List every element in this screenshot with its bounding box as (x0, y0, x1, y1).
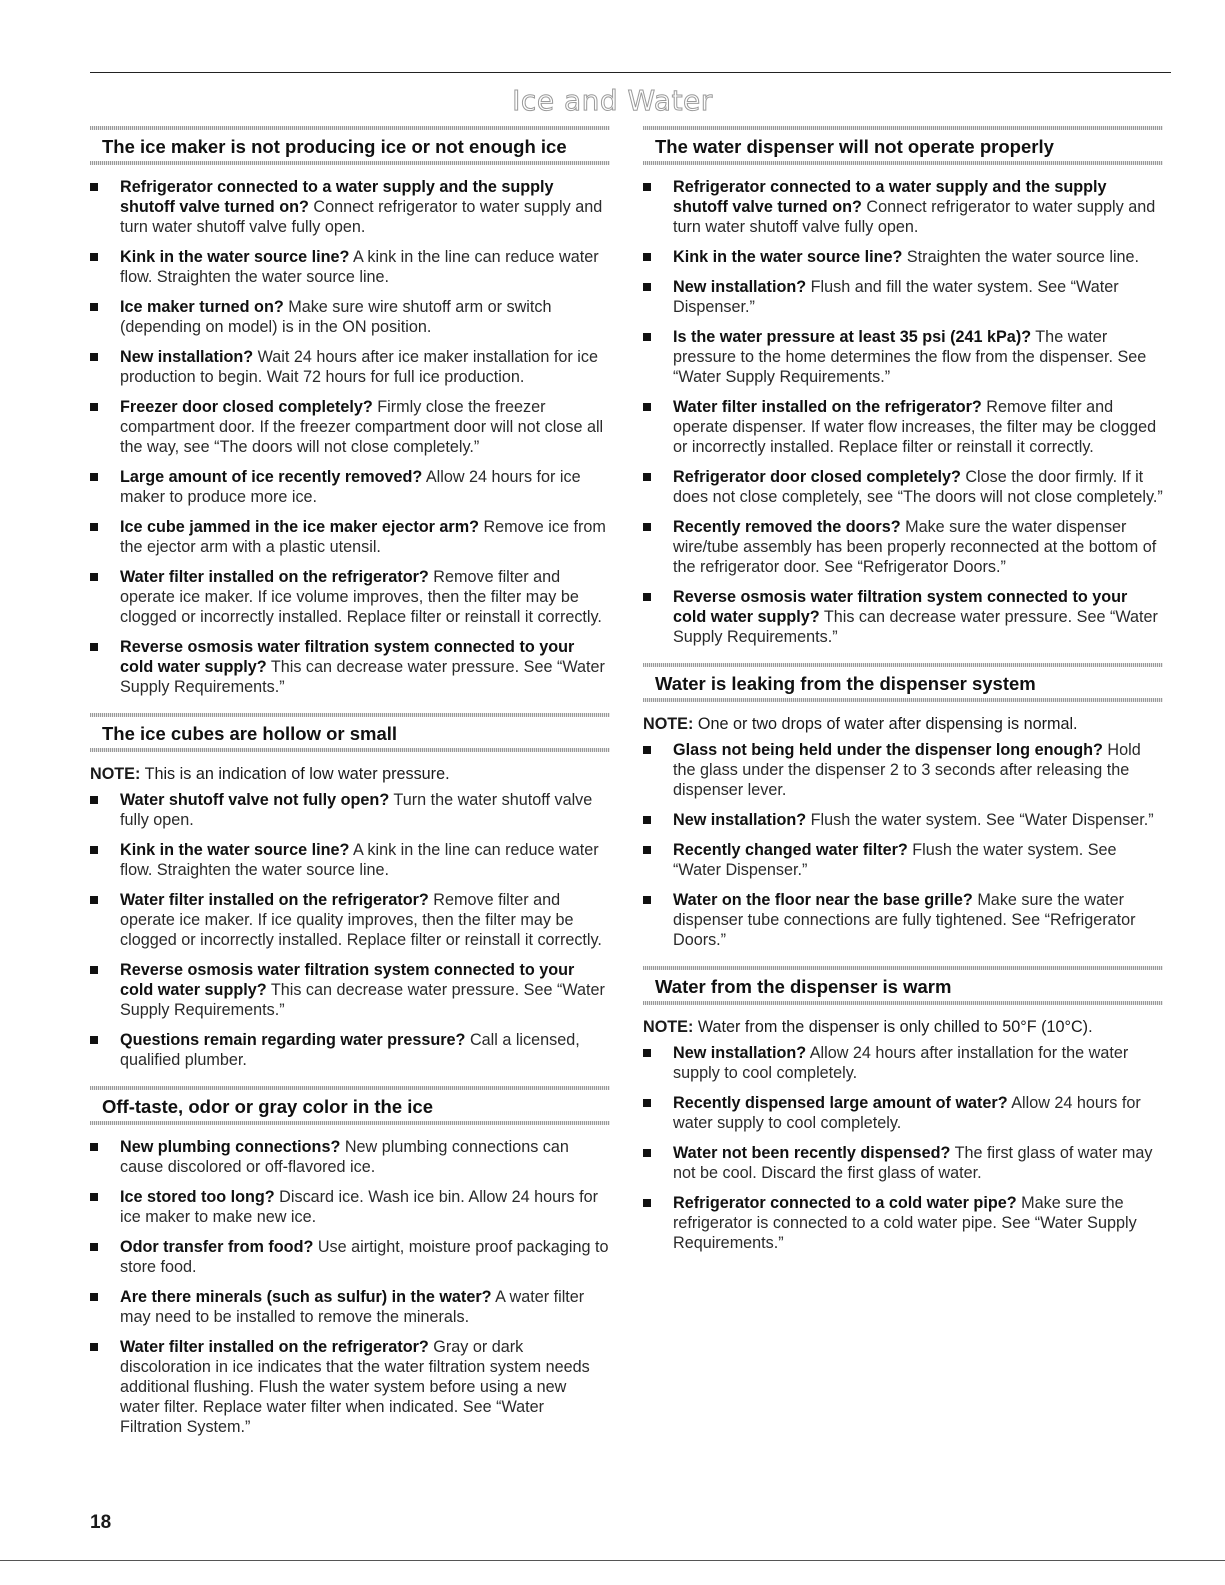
list-item (90, 890, 610, 950)
item-answer: Remove ice from the ejector arm with a plastic utensil. (120, 518, 606, 556)
square-bullet-icon (90, 1343, 98, 1351)
item-question: Odor transfer from food? (120, 1238, 314, 1256)
square-bullet-icon (643, 816, 651, 824)
list-item (90, 840, 610, 880)
square-bullet-icon (90, 573, 98, 581)
troubleshooting-list (90, 177, 610, 697)
troubleshooting-list (90, 1137, 610, 1437)
list-item (643, 587, 1163, 647)
list-item (643, 277, 1163, 317)
section-title: Off-taste, odor or gray color in the ice (102, 1096, 433, 1117)
square-bullet-icon (90, 1243, 98, 1251)
section-header (90, 1086, 610, 1125)
square-bullet-icon (643, 473, 651, 481)
note-label: NOTE: (643, 1018, 694, 1036)
item-answer: Remove filter and operate ice maker. If ice volume improves, then the filter may be clogged or incorrectly installed. Replace filter or reinstall it correctly. (120, 568, 602, 626)
note-label: NOTE: (90, 765, 141, 783)
square-bullet-icon (643, 523, 651, 531)
item-question: Are there minerals (such as sulfur) in the water? (120, 1288, 492, 1306)
item-question: Recently dispensed large amount of water? (673, 1094, 1008, 1112)
list-item (90, 1030, 610, 1070)
square-bullet-icon (643, 593, 651, 601)
item-answer: Flush and fill the water system. See “Water Dispenser.” (673, 278, 1119, 316)
list-item (643, 740, 1163, 800)
item-answer: A kink in the line can reduce water flow. Straighten the water source line. (120, 248, 599, 286)
list-item (643, 1143, 1163, 1183)
item-question: Water filter installed on the refrigerator? (120, 891, 429, 909)
item-answer: The first glass of water may not be cool. Discard the first glass of water. (673, 1144, 1153, 1182)
item-answer: Make sure wire shutoff arm or switch (depending on model) is in the ON position. (120, 298, 552, 336)
list-item (643, 177, 1163, 237)
troubleshooting-list (90, 790, 610, 1070)
item-answer: Gray or dark discoloration in ice indicates that the water filtration system needs additional flushing. Flush the water system before using a new water filter. Replace water filter when indicated. See “Water Filtration System.” (120, 1338, 590, 1436)
list-item (90, 1337, 610, 1437)
list-item (90, 567, 610, 627)
right-column (643, 126, 1163, 1269)
item-question: Ice maker turned on? (120, 298, 284, 316)
square-bullet-icon (643, 333, 651, 341)
list-item (90, 467, 610, 507)
troubleshooting-list (643, 177, 1163, 647)
square-bullet-icon (90, 303, 98, 311)
list-item (90, 960, 610, 1020)
square-bullet-icon (643, 253, 651, 261)
section-title: The water dispenser will not operate properly (655, 136, 1054, 157)
list-item (643, 1043, 1163, 1083)
note-label: NOTE: (643, 715, 694, 733)
section-header (643, 966, 1163, 1005)
item-answer: Remove filter and operate dispenser. If water flow increases, the filter may be clogged or incorrectly installed. Replace filter or reinstall it correctly. (673, 398, 1157, 456)
section-note (90, 764, 610, 784)
item-answer: Connect refrigerator to water supply and turn water shutoff valve fully open. (120, 198, 603, 236)
item-answer: New plumbing connections can cause discolored or off-flavored ice. (120, 1138, 569, 1176)
item-answer: Make sure the refrigerator is connected to a cold water pipe. See “Water Supply Requirements.” (673, 1194, 1137, 1252)
square-bullet-icon (643, 1199, 651, 1207)
square-bullet-icon (90, 253, 98, 261)
item-answer: Call a licensed, qualified plumber. (120, 1031, 580, 1069)
list-item (643, 1093, 1163, 1133)
item-question: Ice cube jammed in the ice maker ejector arm? (120, 518, 479, 536)
item-answer: Allow 24 hours after installation for the water supply to cool completely. (673, 1044, 1129, 1082)
item-question: New plumbing connections? (120, 1138, 341, 1156)
square-bullet-icon (90, 966, 98, 974)
list-item (90, 397, 610, 457)
square-bullet-icon (90, 643, 98, 651)
square-bullet-icon (90, 1143, 98, 1151)
troubleshooting-list (643, 740, 1163, 950)
item-answer: Flush the water system. See “Water Dispenser.” (806, 811, 1154, 829)
list-item (90, 247, 610, 287)
list-item (643, 810, 1163, 830)
square-bullet-icon (643, 746, 651, 754)
square-bullet-icon (643, 846, 651, 854)
item-question: Refrigerator door closed completely? (673, 468, 961, 486)
square-bullet-icon (90, 523, 98, 531)
list-item (90, 1187, 610, 1227)
item-question: Glass not being held under the dispenser long enough? (673, 741, 1103, 759)
item-answer: Firmly close the freezer compartment door. If the freezer compartment door will not close all the way, see “The doors will not close completely.” (120, 398, 604, 456)
square-bullet-icon (643, 1149, 651, 1157)
list-item (90, 1287, 610, 1327)
item-answer: Hold the glass under the dispenser 2 to 3 seconds after releasing the dispenser lever. (673, 741, 1141, 799)
item-answer: Flush the water system. See “Water Dispenser.” (673, 841, 1117, 879)
list-item (90, 297, 610, 337)
list-item (643, 397, 1163, 457)
section-header (643, 126, 1163, 165)
section-header (643, 663, 1163, 702)
section-header (90, 126, 610, 165)
square-bullet-icon (90, 1193, 98, 1201)
square-bullet-icon (643, 1099, 651, 1107)
square-bullet-icon (90, 846, 98, 854)
top-rule (90, 72, 1171, 73)
left-column (90, 126, 610, 1453)
item-question: Questions remain regarding water pressure? (120, 1031, 466, 1049)
item-question: Kink in the water source line? (673, 248, 903, 266)
item-question: Is the water pressure at least 35 psi (241 kPa)? (673, 328, 1032, 346)
item-answer: A water filter may need to be installed to remove the minerals. (120, 1288, 585, 1326)
square-bullet-icon (90, 796, 98, 804)
item-answer: Straighten the water source line. (902, 248, 1140, 266)
list-item (643, 1193, 1163, 1253)
list-item (643, 327, 1163, 387)
bottom-rule (0, 1560, 1225, 1561)
troubleshooting-section (90, 126, 610, 697)
item-question: New installation? (673, 1044, 807, 1062)
item-answer: Use airtight, moisture proof packaging to store food. (120, 1238, 609, 1276)
item-question: Recently changed water filter? (673, 841, 908, 859)
note-text: This is an indication of low water pressure. (140, 765, 450, 783)
item-question: Recently removed the doors? (673, 518, 901, 536)
list-item (90, 347, 610, 387)
item-question: Water filter installed on the refrigerator? (673, 398, 982, 416)
item-question: Freezer door closed completely? (120, 398, 373, 416)
item-answer: The water pressure to the home determines the flow from the dispenser. See “Water Supply Requirements.” (673, 328, 1147, 386)
section-note (643, 1017, 1163, 1037)
item-question: Water shutoff valve not fully open? (120, 791, 390, 809)
square-bullet-icon (90, 183, 98, 191)
item-answer: This can decrease water pressure. See “Water Supply Requirements.” (120, 658, 605, 696)
square-bullet-icon (90, 896, 98, 904)
item-question: Reverse osmosis water filtration system connected to your cold water supply? (120, 961, 575, 999)
item-question: Large amount of ice recently removed? (120, 468, 423, 486)
item-question: Kink in the water source line? (120, 248, 350, 266)
square-bullet-icon (90, 353, 98, 361)
item-question: Refrigerator connected to a cold water pipe? (673, 1194, 1017, 1212)
item-answer: Allow 24 hours for water supply to cool completely. (673, 1094, 1141, 1132)
troubleshooting-section (90, 713, 610, 1070)
item-answer: This can decrease water pressure. See “Water Supply Requirements.” (673, 608, 1158, 646)
troubleshooting-section (643, 966, 1163, 1253)
list-item (643, 467, 1163, 507)
item-question: Water on the floor near the base grille? (673, 891, 973, 909)
item-answer: This can decrease water pressure. See “Water Supply Requirements.” (120, 981, 605, 1019)
square-bullet-icon (643, 183, 651, 191)
item-answer: Discard ice. Wash ice bin. Allow 24 hours for ice maker to make new ice. (120, 1188, 598, 1226)
item-answer: Turn the water shutoff valve fully open. (120, 791, 593, 829)
page-title: Ice and Water (512, 84, 713, 117)
square-bullet-icon (90, 473, 98, 481)
square-bullet-icon (643, 283, 651, 291)
list-item (90, 1137, 610, 1177)
list-item (643, 517, 1163, 577)
item-question: Refrigerator connected to a water supply and the supply shutoff valve turned on? (673, 178, 1107, 216)
list-item (643, 247, 1163, 267)
troubleshooting-section (643, 126, 1163, 647)
note-text: Water from the dispenser is only chilled to 50°F (10°C). (693, 1018, 1093, 1036)
item-question: Water filter installed on the refrigerator? (120, 568, 429, 586)
list-item (90, 637, 610, 697)
list-item (90, 1237, 610, 1277)
item-answer: Connect refrigerator to water supply and turn water shutoff valve fully open. (673, 198, 1156, 236)
troubleshooting-section (643, 663, 1163, 950)
section-title: Water from the dispenser is warm (655, 976, 952, 997)
item-question: Water filter installed on the refrigerator? (120, 1338, 429, 1356)
square-bullet-icon (643, 403, 651, 411)
list-item (90, 517, 610, 557)
list-item (643, 890, 1163, 950)
item-question: Kink in the water source line? (120, 841, 350, 859)
item-question: New installation? (673, 811, 807, 829)
square-bullet-icon (90, 403, 98, 411)
square-bullet-icon (643, 1049, 651, 1057)
square-bullet-icon (90, 1293, 98, 1301)
item-answer: Allow 24 hours for ice maker to produce more ice. (120, 468, 581, 506)
section-note (643, 714, 1163, 734)
item-answer: Make sure the water dispenser tube connections are fully tightened. See “Refrigerator Doors.” (673, 891, 1136, 949)
item-answer: Make sure the water dispenser wire/tube assembly has been properly reconnected at the bottom of the refrigerator door. See “Refrigerator Doors.” (673, 518, 1157, 576)
section-header (90, 713, 610, 752)
item-question: Refrigerator connected to a water supply and the supply shutoff valve turned on? (120, 178, 554, 216)
note-text: One or two drops of water after dispensing is normal. (693, 715, 1078, 733)
item-question: New installation? (673, 278, 807, 296)
item-answer: A kink in the line can reduce water flow. Straighten the water source line. (120, 841, 599, 879)
item-answer: Wait 24 hours after ice maker installation for ice production to begin. Wait 72 hours for full ice production. (120, 348, 599, 386)
page-number: 18 (90, 1512, 112, 1533)
list-item (90, 790, 610, 830)
troubleshooting-list (643, 1043, 1163, 1253)
item-question: Reverse osmosis water filtration system connected to your cold water supply? (673, 588, 1128, 626)
item-answer: Remove filter and operate ice maker. If ice quality improves, then the filter may be clogged or incorrectly installed. Replace filter or reinstall it correctly. (120, 891, 602, 949)
square-bullet-icon (90, 1036, 98, 1044)
item-question: New installation? (120, 348, 254, 366)
section-title: The ice maker is not producing ice or not enough ice (102, 136, 567, 157)
troubleshooting-section (90, 1086, 610, 1437)
list-item (90, 177, 610, 237)
item-answer: Close the door firmly. If it does not close completely, see “The doors will not close completely.” (673, 468, 1163, 506)
square-bullet-icon (643, 896, 651, 904)
list-item (643, 840, 1163, 880)
item-question: Reverse osmosis water filtration system connected to your cold water supply? (120, 638, 575, 676)
item-question: Ice stored too long? (120, 1188, 275, 1206)
section-title: The ice cubes are hollow or small (102, 723, 398, 744)
item-question: Water not been recently dispensed? (673, 1144, 951, 1162)
section-title: Water is leaking from the dispenser system (655, 673, 1036, 694)
